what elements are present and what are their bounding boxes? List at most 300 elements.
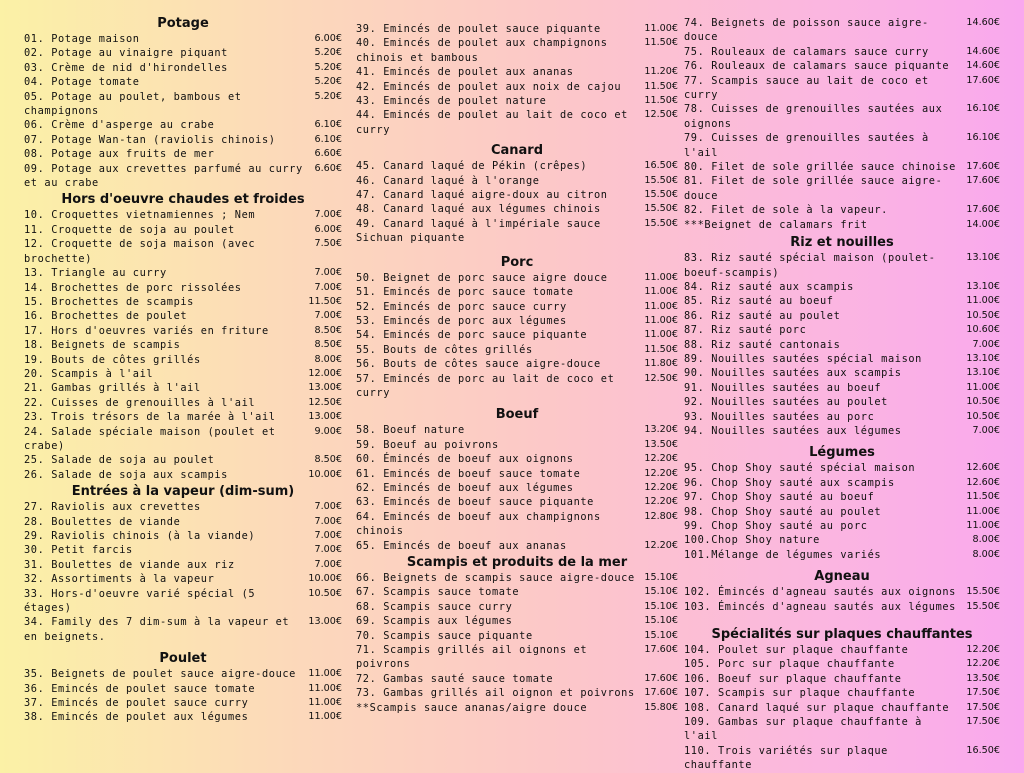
menu-item <box>684 338 1000 352</box>
menu-column-2 <box>356 22 678 715</box>
menu-item-price: 13.20€ <box>644 424 678 436</box>
menu-item-price: 12.80€ <box>644 510 678 522</box>
menu-item-name: 08. Potage aux fruits de mer <box>24 148 215 161</box>
menu-item <box>24 208 342 222</box>
menu-item-price: 10.60€ <box>966 324 1000 336</box>
menu-item-name: 59. Boeuf au poivrons <box>356 438 499 451</box>
menu-item <box>24 309 342 323</box>
menu-item-price: 15.10€ <box>644 586 678 598</box>
menu-item-price: 11.00€ <box>644 23 678 34</box>
menu-item-name: 25. Salade de soja au poulet <box>24 454 215 467</box>
menu-item-name: 15. Brochettes de scampis <box>24 295 194 308</box>
section-title: Porc <box>500 254 534 270</box>
menu-item-name: 47. Canard laqué aigre-doux au citron <box>356 189 608 202</box>
menu-item-price: 15.50€ <box>966 586 1000 598</box>
menu-section-boeuf <box>356 406 678 553</box>
menu-item <box>684 395 1000 409</box>
menu-item <box>684 686 1000 700</box>
menu-item-name: 03. Crème de nid d'hirondelles <box>24 61 228 74</box>
menu-item-name: 73. Gambas grillés ail oignon et poivrons <box>356 687 635 700</box>
menu-item-price: 11.00€ <box>308 668 342 680</box>
menu-item-price: 15.50€ <box>644 203 678 215</box>
menu-item <box>24 223 342 237</box>
menu-item-name: 27. Raviolis aux crevettes <box>24 501 201 514</box>
menu-item-name: 109. Gambas sur plaque chauffante à l'ail <box>684 716 922 743</box>
menu-item <box>24 410 342 424</box>
menu-item-price: 12.60€ <box>966 462 1000 474</box>
menu-section-entrees-a-la-vapeur-dim-sum <box>24 483 342 644</box>
menu-item-price: 15.50€ <box>644 174 678 186</box>
menu-item-price: 17.60€ <box>644 672 678 684</box>
menu-item-price: 17.60€ <box>966 161 1000 173</box>
menu-item-name: 13. Triangle au curry <box>24 267 167 280</box>
menu-item-name: 106. Boeuf sur plaque chauffante <box>684 672 902 685</box>
menu-item-name: 01. Potage maison <box>24 33 140 45</box>
menu-item-price: 11.00€ <box>966 295 1000 307</box>
menu-item-name: 21. Gambas grillés à l'ail <box>24 382 201 395</box>
menu-item-name: 10. Croquettes vietnamiennes ; Nem <box>24 209 256 222</box>
menu-item-price: 13.50€ <box>644 438 678 450</box>
menu-item-name: **Scampis sauce ananas/aigre douce <box>356 701 588 714</box>
menu-item <box>684 585 1000 599</box>
menu-item-name: 64. Emincés de boeuf aux champignons chinois <box>356 510 601 538</box>
menu-section-agneau <box>684 568 1000 614</box>
menu-item-name: 70. Scampis sauce piquante <box>356 629 533 642</box>
menu-item-name: 84. Riz sauté aux scampis <box>684 280 854 293</box>
menu-item <box>24 515 342 529</box>
menu-item-name: 33. Hors-d'oeuvre varié spécial (5 étages) <box>24 587 256 615</box>
menu-item-price: 12.50€ <box>644 372 678 384</box>
menu-item-price: 13.10€ <box>966 367 1000 379</box>
menu-item-name: 26. Salade de soja aux scampis <box>24 468 228 481</box>
menu-item-price: 17.60€ <box>966 74 1000 86</box>
menu-item-name: 38. Emincés de poulet aux légumes <box>24 711 249 724</box>
menu-item-name: 56. Bouts de côtes sauce aigre-douce <box>356 358 601 371</box>
menu-item-name: 37. Emincés de poulet sauce curry <box>24 697 249 710</box>
section-title: Spécialités sur plaques chauffantes <box>711 627 973 643</box>
menu-item-price: 15.10€ <box>644 629 678 641</box>
menu-item <box>684 548 1000 562</box>
menu-item-name: 102. Émincés d'agneau sautés aux oignons <box>684 586 956 599</box>
menu-item-name: 96. Chop Shoy sauté aux scampis <box>684 476 895 489</box>
menu-item-price: 12.20€ <box>644 539 678 551</box>
menu-item <box>356 217 678 246</box>
menu-item-name: 95. Chop Shoy sauté spécial maison <box>684 462 916 475</box>
menu-item <box>684 461 1000 475</box>
menu-item <box>24 468 342 482</box>
menu-item <box>24 90 342 119</box>
menu-item <box>24 615 342 644</box>
menu-item-name: 18. Beignets de scampis <box>24 339 181 352</box>
menu-item-price: 6.60€ <box>314 148 342 160</box>
menu-item-name: 22. Cuisses de grenouilles à l'ail <box>24 396 256 409</box>
menu-item-price: 14.60€ <box>966 60 1000 72</box>
menu-item-price: 5.20€ <box>314 76 342 88</box>
menu-item-price: 10.00€ <box>308 573 342 585</box>
menu-item-price: 13.00€ <box>308 411 342 423</box>
menu-item <box>24 353 342 367</box>
menu-item-name: 35. Beignets de poulet sauce aigre-douce <box>24 668 296 681</box>
menu-item-name: ***Beignet de calamars frit <box>684 218 868 231</box>
menu-item-name: 79. Cuisses de grenouilles sautées à l'ail <box>684 132 929 159</box>
menu-item-price: 6.10€ <box>314 133 342 145</box>
menu-item <box>684 657 1000 671</box>
menu-item <box>684 280 1000 294</box>
menu-item <box>684 352 1000 366</box>
menu-item-name: 87. Riz sauté porc <box>684 324 807 337</box>
menu-item-price: 11.50€ <box>644 37 678 49</box>
menu-item-name: 74. Beignets de poisson sauce aigre-douce <box>684 17 929 44</box>
menu-item <box>356 285 678 299</box>
menu-item-name: 66. Beignets de scampis sauce aigre-douce <box>356 572 635 584</box>
menu-item <box>356 314 678 328</box>
menu-item <box>684 74 1000 103</box>
menu-item-price: 8.00€ <box>314 353 342 365</box>
menu-item-name: 100.Chop Shoy nature <box>684 534 820 547</box>
menu-item-price: 12.20€ <box>644 496 678 508</box>
menu-item-name: 05. Potage au poulet, bambous et champignons <box>24 90 242 118</box>
menu-item-price: 10.50€ <box>966 410 1000 422</box>
menu-item-price: 16.50€ <box>644 160 678 172</box>
menu-item-price: 7.00€ <box>314 544 342 556</box>
menu-item <box>684 160 1000 174</box>
section-title: Poulet <box>159 651 207 667</box>
menu-item-price: 15.10€ <box>644 572 678 583</box>
menu-item <box>356 452 678 466</box>
menu-item <box>684 672 1000 686</box>
menu-item <box>24 558 342 572</box>
menu-item-name: 49. Canard laqué à l'impériale sauce Sichuan piquante <box>356 217 601 245</box>
menu-item <box>356 571 678 585</box>
menu-item-name: 44. Emincés de poulet au lait de coco et curry <box>356 109 628 136</box>
menu-item-price: 17.50€ <box>966 701 1000 713</box>
menu-item-name: 65. Emincés de boeuf aux ananas <box>356 539 567 552</box>
menu-item <box>24 133 342 147</box>
menu-item-name: 14. Brochettes de porc rissolées <box>24 281 242 294</box>
menu-section-riz-et-nouilles <box>684 234 1000 438</box>
section-title: Boeuf <box>495 407 539 423</box>
menu-item-price: 7.50€ <box>314 238 342 250</box>
menu-item-name: 89. Nouilles sautées spécial maison <box>684 352 922 365</box>
menu-item-price: 12.50€ <box>308 396 342 408</box>
menu-item <box>24 572 342 586</box>
menu-item <box>24 118 342 132</box>
menu-item-price: 11.00€ <box>644 286 678 298</box>
menu-item-price: 13.10€ <box>966 352 1000 364</box>
menu-item-price: 10.00€ <box>308 468 342 480</box>
menu-item <box>24 75 342 89</box>
menu-item <box>356 328 678 342</box>
menu-item-price: 12.20€ <box>644 453 678 465</box>
menu-item <box>684 323 1000 337</box>
menu-item <box>684 59 1000 73</box>
menu-item-price: 11.00€ <box>966 505 1000 517</box>
menu-item-price: 17.60€ <box>966 204 1000 216</box>
menu-item <box>356 357 678 371</box>
menu-item-price: 17.50€ <box>966 716 1000 728</box>
menu-item <box>356 65 678 79</box>
menu-item <box>24 32 342 46</box>
menu-item-price: 11.00€ <box>308 682 342 694</box>
menu-item <box>356 159 678 173</box>
menu-item <box>356 686 678 700</box>
menu-item-price: 6.00€ <box>314 223 342 235</box>
section-title: Potage <box>157 16 209 31</box>
section-title: Riz et nouilles <box>790 235 894 251</box>
menu-item-price: 11.50€ <box>644 95 678 107</box>
menu-item-name: 42. Emincés de poulet aux noix de cajou <box>356 80 622 93</box>
menu-item-price: 12.20€ <box>966 658 1000 670</box>
menu-section-continued <box>684 16 1000 232</box>
menu-section-legumes <box>684 444 1000 562</box>
menu-item-name: 91. Nouilles sautées au boeuf <box>684 381 882 394</box>
menu-item <box>684 309 1000 323</box>
menu-item-name: 108. Canard laqué sur plaque chauffante <box>684 701 950 714</box>
menu-item <box>356 643 678 672</box>
menu-item-price: 17.60€ <box>644 687 678 699</box>
menu-item <box>684 366 1000 380</box>
menu-item-price: 6.10€ <box>314 119 342 131</box>
menu-item-name: 98. Chop Shoy sauté au poulet <box>684 505 882 518</box>
menu-item-name: 83. Riz sauté spécial maison (poulet-boeuf-scampis) <box>684 252 936 279</box>
menu-item-price: 6.00€ <box>314 33 342 44</box>
menu-item <box>684 600 1000 614</box>
menu-item-name: 82. Filet de sole à la vapeur. <box>684 204 888 217</box>
menu-item-price: 17.60€ <box>966 175 1000 187</box>
menu-item-name: 48. Canard laqué aux légumes chinois <box>356 203 601 216</box>
menu-item-name: 57. Emincés de porc au lait de coco et curry <box>356 372 615 399</box>
menu-item-name: 19. Bouts de côtes grillés <box>24 353 201 366</box>
menu-item-name: 23. Trois trésors de la marée à l'ail <box>24 411 276 424</box>
menu-item-price: 10.50€ <box>966 396 1000 408</box>
menu-item-name: 52. Emincés de porc sauce curry <box>356 300 567 313</box>
menu-item <box>24 500 342 514</box>
menu-item <box>684 381 1000 395</box>
menu-item <box>356 481 678 495</box>
menu-item <box>356 271 678 285</box>
menu-item <box>684 16 1000 45</box>
menu-item <box>356 585 678 599</box>
menu-item-price: 8.50€ <box>314 339 342 351</box>
menu-item <box>24 46 342 60</box>
menu-item-price: 15.10€ <box>644 615 678 627</box>
menu-item-name: 41. Emincés de poulet aux ananas <box>356 66 574 79</box>
menu-item-name: 94. Nouilles sautées aux légumes <box>684 424 902 437</box>
menu-item-name: 02. Potage au vinaigre piquant <box>24 47 228 60</box>
menu-item-name: 46. Canard laqué à l'orange <box>356 174 540 187</box>
menu-item <box>24 543 342 557</box>
menu-item-price: 5.20€ <box>314 90 342 102</box>
menu-item-price: 11.00€ <box>966 520 1000 531</box>
menu-item <box>24 425 342 454</box>
menu-item <box>684 519 1000 533</box>
menu-item <box>684 218 1000 232</box>
menu-item-name: 29. Raviolis chinois (à la viande) <box>24 530 256 542</box>
menu-item-name: 103. Émincés d'agneau sautés aux légumes <box>684 600 956 613</box>
menu-item <box>356 94 678 108</box>
menu-item <box>24 710 342 724</box>
menu-item <box>356 600 678 614</box>
menu-item-price: 5.20€ <box>314 61 342 73</box>
menu-item <box>356 672 678 686</box>
menu-column-3 <box>684 16 1000 773</box>
menu-item-price: 11.50€ <box>966 491 1000 503</box>
menu-item <box>684 294 1000 308</box>
menu-item-price: 14.60€ <box>966 17 1000 28</box>
menu-item <box>24 295 342 309</box>
menu-item <box>24 237 342 266</box>
menu-item-price: 7.00€ <box>314 515 342 527</box>
section-title: Agneau <box>814 569 870 585</box>
menu-item-name: 20. Scampis à l'ail <box>24 367 154 380</box>
menu-section-potage <box>24 15 342 190</box>
menu-item-price: 8.00€ <box>972 534 1000 546</box>
menu-item-price: 12.20€ <box>966 644 1000 656</box>
menu-item-name: 93. Nouilles sautées au porc <box>684 410 875 423</box>
menu-item-name: 53. Emincés de porc aux légumes <box>356 314 567 327</box>
menu-item <box>356 36 678 65</box>
menu-item-price: 8.00€ <box>972 548 1000 560</box>
menu-item-name: 43. Emincés de poulet nature <box>356 95 547 108</box>
menu-item-price: 13.10€ <box>966 252 1000 264</box>
menu-item <box>684 410 1000 424</box>
menu-item <box>356 423 678 437</box>
menu-item <box>684 476 1000 490</box>
menu-item <box>24 453 342 467</box>
menu-item-name: 107. Scampis sur plaque chauffante <box>684 687 916 700</box>
menu-item-name: 77. Scampis sauce au lait de coco et curry <box>684 74 929 102</box>
menu-item-price: 16.50€ <box>966 744 1000 756</box>
menu-item <box>24 367 342 381</box>
menu-item-name: 16. Brochettes de poulet <box>24 310 188 323</box>
menu-item <box>356 629 678 643</box>
menu-item-price: 9.00€ <box>314 425 342 437</box>
menu-item <box>684 251 1000 280</box>
menu-item <box>356 174 678 188</box>
menu-item-price: 11.00€ <box>308 711 342 723</box>
menu-item-price: 7.00€ <box>972 424 1000 436</box>
menu-item-name: 76. Rouleaux de calamars sauce piquante <box>684 60 950 73</box>
menu-item-name: 67. Scampis sauce tomate <box>356 586 520 599</box>
menu-item-name: 06. Crème d'asperge au crabe <box>24 119 215 132</box>
menu-section-continued <box>356 22 678 137</box>
menu-item-name: 45. Canard laqué de Pékin (crêpes) <box>356 160 588 173</box>
menu-item-price: 6.60€ <box>314 162 342 174</box>
menu-item-name: 12. Croquette de soja maison (avec brochette) <box>24 238 256 265</box>
menu-item <box>684 505 1000 519</box>
menu-item-name: 105. Porc sur plaque chauffante <box>684 658 895 671</box>
menu-item-price: 11.20€ <box>644 66 678 78</box>
menu-item-price: 11.00€ <box>308 697 342 709</box>
menu-item-name: 104. Poulet sur plaque chauffante <box>684 644 909 657</box>
menu-item <box>356 22 678 36</box>
menu-item <box>356 108 678 137</box>
menu-item-name: 30. Petit farcis <box>24 544 133 557</box>
menu-item-price: 7.00€ <box>314 267 342 279</box>
menu-item-price: 11.50€ <box>644 343 678 355</box>
menu-item-price: 11.00€ <box>644 314 678 326</box>
menu-item <box>24 266 342 280</box>
menu-item <box>356 510 678 539</box>
menu-item-name: 97. Chop Shoy sauté au boeuf <box>684 491 875 504</box>
menu-item-price: 12.60€ <box>966 476 1000 488</box>
menu-item-price: 11.00€ <box>644 329 678 341</box>
menu-item-name: 62. Emincés de boeuf aux légumes <box>356 481 574 494</box>
menu-item-name: 86. Riz sauté au poulet <box>684 309 841 322</box>
menu-item <box>684 174 1000 203</box>
menu-item <box>356 495 678 509</box>
menu-item-name: 07. Potage Wan-tan (raviolis chinois) <box>24 133 276 146</box>
menu-item-price: 12.50€ <box>644 109 678 121</box>
menu-item-name: 34. Family des 7 dim-sum à la vapeur et en beignets. <box>24 616 290 643</box>
menu-item <box>24 61 342 75</box>
menu-item <box>684 45 1000 59</box>
menu-item-name: 55. Bouts de côtes grillés <box>356 343 533 356</box>
menu-item <box>24 162 342 191</box>
menu-item-name: 92. Nouilles sautées au poulet <box>684 396 888 409</box>
menu-item-price: 7.00€ <box>314 209 342 221</box>
menu-item <box>356 372 678 401</box>
menu-section-hors-d-oeuvre-chaudes-et-froides <box>24 191 342 482</box>
menu-item-price: 8.50€ <box>314 454 342 466</box>
menu-item-price: 14.00€ <box>966 218 1000 230</box>
menu-item-name: 88. Riz sauté cantonais <box>684 338 841 351</box>
menu-item-name: 58. Boeuf nature <box>356 424 465 437</box>
menu-item-name: 09. Potage aux crevettes parfumé au curry et au crabe <box>24 162 303 190</box>
menu-item-price: 15.10€ <box>644 600 678 612</box>
menu-item-name: 80. Filet de sole grillée sauce chinoise <box>684 161 956 174</box>
menu-item-name: 28. Boulettes de viande <box>24 515 181 528</box>
menu-item <box>356 300 678 314</box>
menu-item-price: 11.00€ <box>966 381 1000 393</box>
section-title: Entrées à la vapeur (dim-sum) <box>71 484 295 500</box>
menu-item-price: 7.00€ <box>314 530 342 541</box>
menu-item-price: 16.10€ <box>966 103 1000 115</box>
menu-item-price: 15.80€ <box>644 701 678 713</box>
menu-item-price: 13.10€ <box>966 280 1000 292</box>
menu-item-name: 90. Nouilles sautées aux scampis <box>684 367 902 380</box>
menu-item <box>684 533 1000 547</box>
menu-item-name: 50. Beignet de porc sauce aigre douce <box>356 271 608 284</box>
menu-item-name: 81. Filet de sole grillée sauce aigre-douce <box>684 175 943 202</box>
menu-item <box>684 701 1000 715</box>
menu-item-name: 69. Scampis aux légumes <box>356 615 513 628</box>
menu-item <box>24 324 342 338</box>
menu-column-1 <box>24 14 342 725</box>
menu-item <box>356 188 678 202</box>
menu-item-price: 7.00€ <box>314 558 342 570</box>
menu-item-name: 04. Potage tomate <box>24 76 140 89</box>
menu-item <box>356 438 678 452</box>
menu-item-price: 15.50€ <box>644 189 678 201</box>
menu-item <box>356 539 678 553</box>
menu-item-price: 13.00€ <box>308 382 342 394</box>
menu-item <box>356 614 678 628</box>
menu-item-name: 75. Rouleaux de calamars sauce curry <box>684 45 929 58</box>
menu-item-name: 101.Mélange de légumes variés <box>684 548 882 561</box>
section-title: Canard <box>490 143 544 159</box>
menu-section-specialites-sur-plaques-chauffantes <box>684 626 1000 773</box>
menu-item-name: 78. Cuisses de grenouilles sautées aux oignons <box>684 103 943 130</box>
menu-item-name: 85. Riz sauté au boeuf <box>684 295 834 308</box>
menu-item-price: 7.00€ <box>314 281 342 293</box>
menu-item-name: 24. Salade spéciale maison (poulet et crabe) <box>24 425 276 452</box>
menu-item-price: 7.00€ <box>314 310 342 322</box>
menu-item <box>356 202 678 216</box>
menu-item <box>24 587 342 616</box>
menu-item-name: 54. Emincés de porc sauce piquante <box>356 329 588 342</box>
menu-item-price: 10.50€ <box>308 587 342 599</box>
